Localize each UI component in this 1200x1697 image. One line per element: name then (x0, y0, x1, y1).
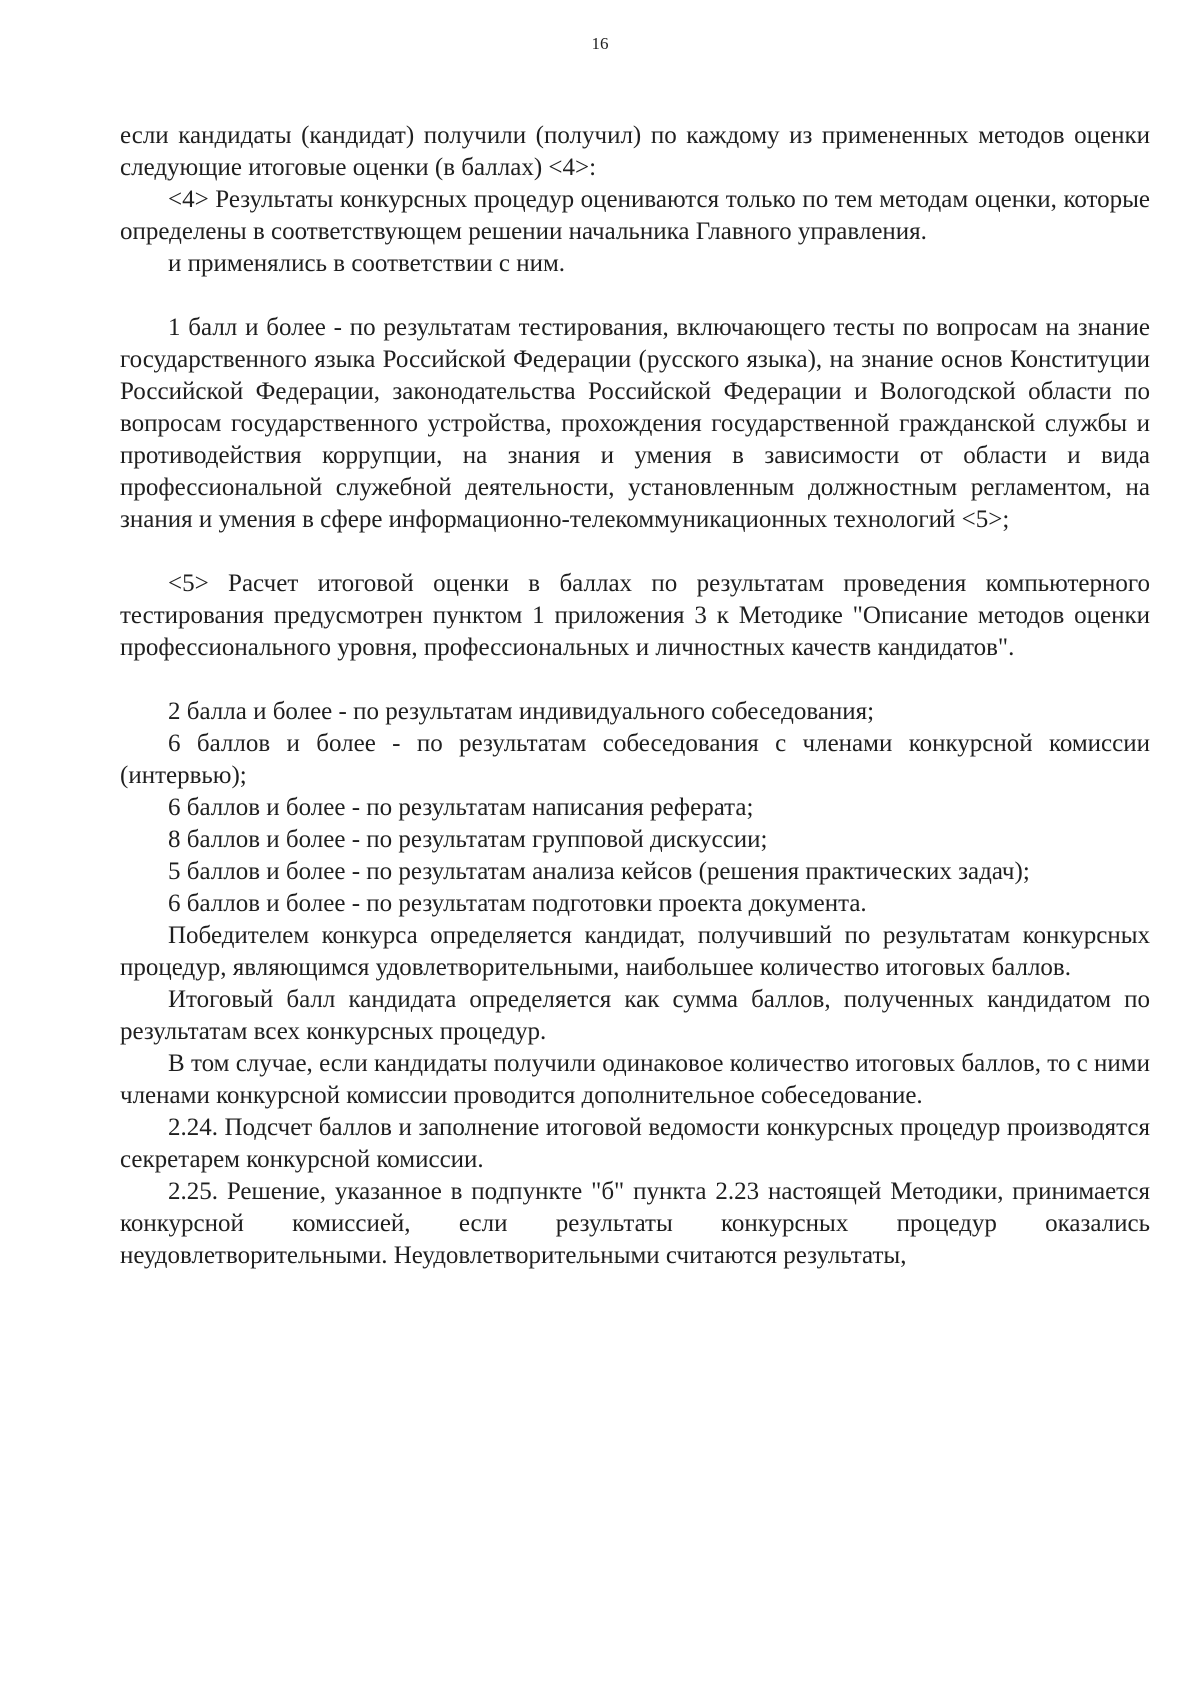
footnote-5: <5> Расчет итоговой оценки в баллах по результатам проведения компьютерного тестирования предусмотрен пунктом 1 приложения 3 к Методике "Описание методов оценки профессионального уровня, профессиональных и личностных качеств кандидатов". (120, 570, 1150, 661)
paragraph-document-draft: 6 баллов и более - по результатам подготовки проекта документа. (168, 890, 867, 917)
paragraph-commission-interview: 6 баллов и более - по результатам собеседования с членами конкурсной комиссии (интервью); (120, 730, 1150, 789)
paragraph-2-24: 2.24. Подсчет баллов и заполнение итоговой ведомости конкурсных процедур производятся секретарем конкурсной комиссии. (120, 1114, 1150, 1173)
paragraph-group-discussion: 8 баллов и более - по результатам групповой дискуссии; (168, 826, 768, 853)
paragraph-case-analysis: 5 баллов и более - по результатам анализа кейсов (решения практических задач); (168, 858, 1030, 885)
paragraph-2-25: 2.25. Решение, указанное в подпункте "б" пункта 2.23 настоящей Методики, принимается конкурсной комиссией, если результаты конкурсных процедур оказались неудовлетворительными. Неудовлетворительными считаются результаты, (120, 1178, 1150, 1269)
document-body (120, 120, 1150, 1272)
paragraph-winner: Победителем конкурса определяется кандидат, получивший по результатам конкурсных процедур, являющимся удовлетворительными, наибольшее количество итоговых баллов. (120, 922, 1150, 981)
paragraph-intro: если кандидаты (кандидат) получили (получил) по каждому из примененных методов оценки следующие итоговые оценки (в баллах) <4>: (120, 122, 1150, 181)
paragraph-total-score: Итоговый балл кандидата определяется как сумма баллов, полученных кандидатом по результатам всех конкурсных процедур. (120, 986, 1150, 1045)
page-number: 16 (591, 34, 609, 53)
paragraph-individual-interview: 2 балла и более - по результатам индивидуального собеседования; (168, 698, 875, 725)
paragraph-tie-break: В том случае, если кандидаты получили одинаковое количество итоговых баллов, то с ними членами конкурсной комиссии проводится дополнительное собеседование. (120, 1050, 1150, 1109)
paragraph-testing: 1 балл и более - по результатам тестирования, включающего тесты по вопросам на знание государственного языка Российской Федерации (русского языка), на знание основ Конституции Российской Федерации, законодательства Российской Федерации и Вологодской области по вопросам государственного устройства, прохождения государственной гражданской службы и противодействия коррупции, на знания и умения в зависимости от области и вида профессиональной служебной деятельности, установленным должностным регламентом, на знания и умения в сфере информационно-телекоммуникационных технологий <5>; (120, 314, 1150, 533)
footnote-4: <4> Результаты конкурсных процедур оцениваются только по тем методам оценки, которые определены в соответствующем решении начальника Главного управления. (120, 186, 1150, 245)
paragraph-essay: 6 баллов и более - по результатам написания реферата; (168, 794, 754, 821)
paragraph-applied: и применялись в соответствии с ним. (168, 250, 566, 277)
